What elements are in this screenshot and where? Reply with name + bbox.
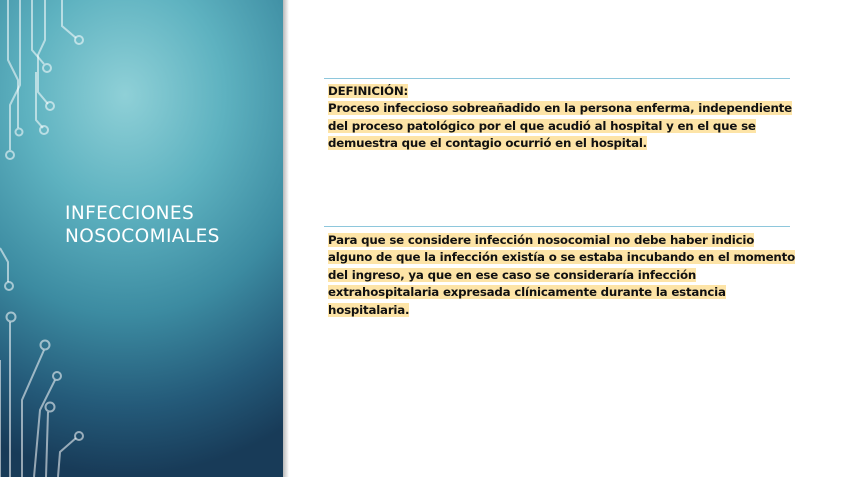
condition-line	[328, 249, 798, 266]
panel-shadow	[283, 0, 289, 477]
condition-line	[328, 232, 798, 249]
definition-heading-line	[328, 83, 798, 100]
divider-rule-top	[324, 78, 790, 79]
definition-text-3: demuestra que el contagio ocurrió en el hospital.	[328, 136, 647, 151]
definition-text-1: Proceso infeccioso sobreañadido en la persona enferma, independiente	[328, 101, 792, 116]
definition-block	[328, 83, 798, 153]
definition-line	[328, 135, 798, 152]
divider-rule-middle	[324, 226, 790, 227]
definition-line	[328, 100, 798, 117]
condition-text-3: del ingreso, ya que en ese caso se consideraría infección	[328, 267, 697, 282]
condition-block	[328, 232, 798, 319]
condition-line	[328, 302, 798, 319]
condition-line	[328, 284, 798, 301]
condition-text-2: alguno de que la infección existía o se estaba incubando en el momento	[328, 250, 795, 265]
definition-line	[328, 118, 798, 135]
slide-title	[65, 202, 275, 248]
condition-line	[328, 267, 798, 284]
definition-heading: DEFINICIÓN:	[328, 84, 409, 98]
condition-text-5: hospitalaria.	[328, 302, 410, 317]
condition-text-4: extrahospitalaria expresada clínicamente durante la estancia	[328, 285, 726, 300]
definition-text-2: del proceso patológico por el que acudió al hospital y en el que se	[328, 118, 756, 133]
slide-title-line-1: INFECCIONES	[65, 203, 195, 224]
slide-title-line-2: NOSOCOMIALES	[65, 226, 220, 247]
condition-text-1: Para que se considere infección nosocomial no debe haber indicio	[328, 233, 755, 247]
title-panel	[0, 0, 283, 477]
